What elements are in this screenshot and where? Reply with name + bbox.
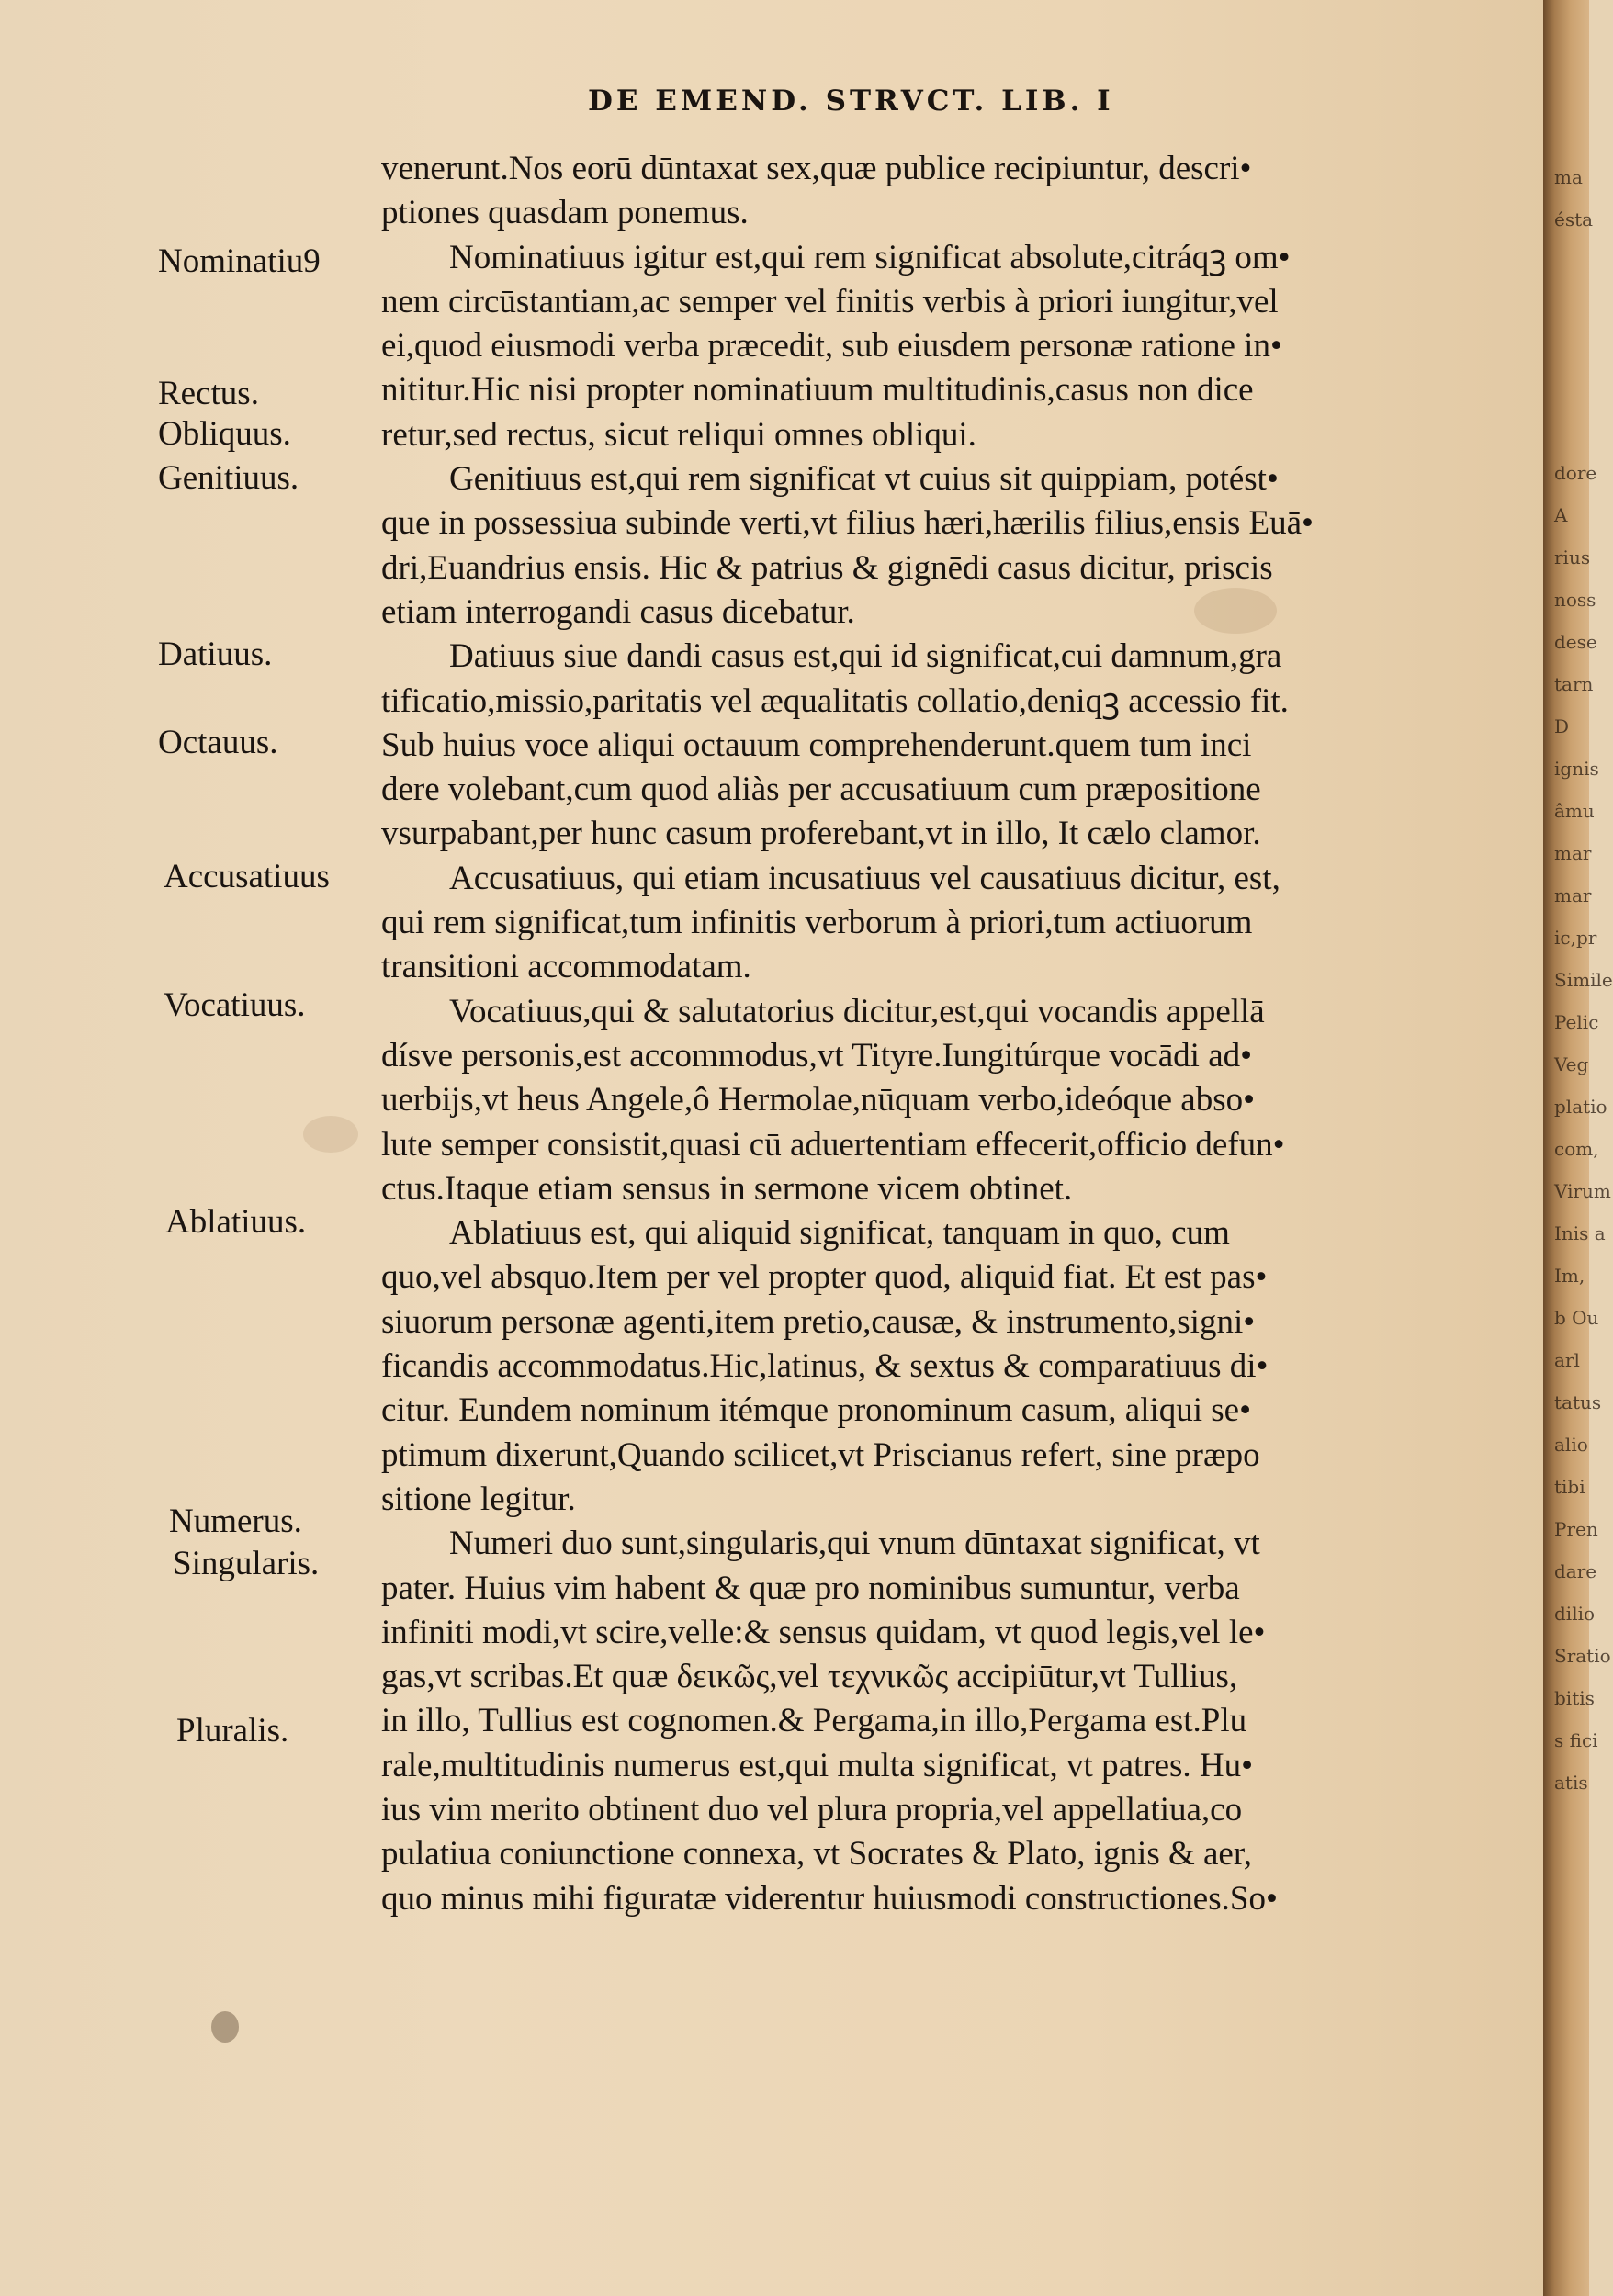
margin-note-datiuus: Datiuus.	[158, 636, 273, 673]
facing-page-fragment: ma	[1554, 166, 1583, 188]
text-line: Nominatiuus igitur est,qui rem significat absolute,citráqꝫ om•	[449, 238, 1291, 276]
facing-page-fragment: Inis a	[1554, 1222, 1606, 1244]
text-line: pulatiua coniunctione connexa, vt Socrates & Plato, ignis & aer,	[381, 1835, 1252, 1874]
text-line: tificatio,missio,paritatis vel æqualitatis collatio,deniqꝫ accessio fit.	[381, 681, 1289, 720]
facing-page-fragment	[1554, 241, 1589, 283]
text-line: quo minus mihi figuratæ viderentur huiusmodi constructiones.So•	[381, 1879, 1278, 1918]
running-head: DE EMEND. STRVCT. LIB. I	[588, 84, 1114, 118]
facing-page-fragment: dore	[1554, 462, 1597, 484]
text-line: ficandis accommodatus.Hic,latinus, & sextus & comparatiuus di•	[381, 1347, 1269, 1386]
text-line: dri,Euandrius ensis. Hic & patrius & gignēdi casus dicitur, priscis	[381, 548, 1273, 587]
margin-note-numerus: Numerus.	[169, 1503, 302, 1540]
facing-page-fragment: platio	[1554, 1096, 1607, 1118]
facing-page-fragment: Pelic	[1554, 1011, 1599, 1033]
facing-page-fragment	[1554, 410, 1589, 452]
facing-page-fragment: ignis	[1554, 758, 1599, 780]
text-line: citur. Eundem nominum itémque pronominum casum, aliqui se•	[381, 1391, 1252, 1430]
text-line: rale,multitudinis numerus est,qui multa significat, vt patres. Hu•	[381, 1746, 1254, 1784]
text-line: Ablatiuus est, qui aliquid significat, tanquam in quo, cum	[449, 1214, 1230, 1253]
facing-page-fragment	[1554, 325, 1589, 367]
facing-page-fragment: tibi	[1554, 1476, 1585, 1498]
facing-page-fragment: dare	[1554, 1560, 1597, 1582]
text-line: Datiuus siue dandi casus est,qui id significat,cui damnum,gra	[449, 637, 1282, 676]
text-line: Numeri duo sunt,singularis,qui vnum dūntaxat significat, vt	[449, 1525, 1260, 1563]
text-line: ptimum dixerunt,Quando scilicet,vt Priscianus refert, sine præpo	[381, 1435, 1260, 1474]
facing-page-fragment: dese	[1554, 631, 1597, 653]
margin-note-accusatiuus: Accusatiuus	[164, 858, 330, 895]
text-line: siuorum personæ agenti,item pretio,causæ, & instrumento,signi•	[381, 1302, 1256, 1341]
margin-note-ablatiuus: Ablatiuus.	[165, 1203, 307, 1241]
facing-page-fragment: Sratio	[1554, 1645, 1611, 1667]
facing-page-fragment: A	[1554, 504, 1568, 526]
text-line: Accusatiuus, qui etiam incusatiuus vel causatiuus dicitur, est,	[449, 859, 1280, 897]
facing-page-fragment: rius	[1554, 546, 1591, 568]
text-line: gas,vt scribas.Et quæ δεικῶς,vel τεχνικῶς accipiūtur,vt Tullius,	[381, 1658, 1238, 1696]
facing-page-fragment: ésta	[1554, 208, 1594, 231]
margin-note-rectus: Rectus.	[158, 375, 259, 412]
text-line: nititur.Hic nisi propter nominatiuum multitudinis,casus non dice	[381, 371, 1254, 410]
text-line: dísve personis,est accommodus,vt Tityre.Iungitúrque vocādi ad•	[381, 1036, 1253, 1075]
text-line: retur,sed rectus, sicut reliqui omnes obliqui.	[381, 415, 976, 454]
facing-page-fragment: âmu	[1554, 800, 1595, 822]
text-line: Vocatiuus,qui & salutatorius dicitur,est,qui vocandis appellā	[449, 992, 1265, 1030]
margin-note-genitiuus: Genitiuus.	[158, 459, 299, 497]
body-text	[381, 147, 1451, 1921]
text-line: Sub huius voce aliqui octauum comprehenderunt.quem tum inci	[381, 726, 1252, 764]
text-line: ctus.Itaque etiam sensus in sermone vicem obtinet.	[381, 1169, 1073, 1208]
facing-page-fragment: atis	[1554, 1772, 1588, 1794]
text-line: uerbijs,vt heus Angele,ô Hermolae,nūquam verbo,ideóque abso•	[381, 1081, 1256, 1120]
facing-page-fragment: arl	[1554, 1349, 1580, 1371]
facing-page-fragments	[1554, 156, 1613, 1804]
facing-page-fragment: mar	[1554, 884, 1592, 906]
facing-page-fragment: Veg	[1554, 1053, 1589, 1075]
text-line: ei,quod eiusmodi verba præcedit, sub eiusdem personæ ratione in•	[381, 327, 1282, 366]
facing-page-fragment	[1554, 367, 1589, 410]
text-line: vsurpabant,per hunc casum proferebant,vt in illo, It cælo clamor.	[381, 815, 1261, 853]
text-line: venerunt.Nos eorū dūntaxat sex,quæ publice recipiuntur, descri•	[381, 150, 1252, 187]
text-line: transitioni accommodatam.	[381, 948, 751, 986]
margin-note-octauus: Octauus.	[158, 724, 278, 761]
facing-page-fragment: bitis	[1554, 1687, 1595, 1709]
facing-page-fragment: com,	[1554, 1138, 1599, 1160]
facing-page-fragment	[1554, 283, 1589, 325]
facing-page-fragment: tatus	[1554, 1391, 1602, 1413]
text-line: infiniti modi,vt scire,velle:& sensus quidam, vt quod legis,vel le•	[381, 1613, 1266, 1651]
facing-page-fragment: s fici	[1554, 1729, 1598, 1751]
facing-page-fragment: noss	[1554, 589, 1596, 611]
facing-page-fragment: D	[1554, 715, 1570, 737]
text-line: ptiones quasdam ponemus.	[381, 194, 749, 232]
text-line: pater. Huius vim habent & quæ pro nominibus sumuntur, verba	[381, 1569, 1240, 1607]
facing-page-fragment: Virum	[1554, 1180, 1611, 1202]
text-line: etiam interrogandi casus dicebatur.	[381, 592, 855, 631]
facing-page-fragment: alio	[1554, 1434, 1588, 1456]
text-line: nem circūstantiam,ac semper vel finitis verbis à priori iungitur,vel	[381, 282, 1279, 321]
facing-page-fragment: Im,	[1554, 1265, 1585, 1287]
margin-note-nominatiuus: Nominatiu9	[158, 242, 321, 280]
facing-page-fragment: tarn	[1554, 673, 1594, 695]
facing-page-fragment: dilio	[1554, 1603, 1596, 1625]
ink-spot	[211, 2011, 239, 2043]
facing-page-fragment: Pren	[1554, 1518, 1598, 1540]
text-line: que in possessiua subinde verti,vt filius hæri,hærilis filius,ensis Euā•	[381, 504, 1314, 543]
facing-page-fragment: b Ou	[1554, 1307, 1599, 1329]
text-line: in illo, Tullius est cognomen.& Pergama,in illo,Pergama est.Plu	[381, 1702, 1247, 1740]
margin-note-singularis: Singularis.	[173, 1545, 320, 1582]
text-line: sitione legitur.	[381, 1480, 576, 1518]
facing-page-fragment: Simile	[1554, 969, 1613, 991]
text-line: ius vim merito obtinent duo vel plura propria,vel appellatiua,co	[381, 1790, 1243, 1829]
facing-page-fragment: ic,pr	[1554, 927, 1597, 949]
text-line: dere volebant,cum quod aliàs per accusatiuum cum præpositione	[381, 771, 1261, 809]
text-line: lute semper consistit,quasi cū aduertentiam effecerit,officio defun•	[381, 1125, 1285, 1164]
margin-note-pluralis: Pluralis.	[176, 1712, 289, 1750]
margin-note-vocatiuus: Vocatiuus.	[164, 986, 306, 1024]
text-line: qui rem significat,tum infinitis verborum à priori,tum actiuorum	[381, 904, 1253, 942]
text-line: quo,vel absquo.Item per vel propter quod, aliquid fiat. Et est pas•	[381, 1258, 1268, 1297]
margin-note-obliquus: Obliquus.	[158, 415, 291, 453]
stain-spot	[303, 1116, 358, 1153]
facing-page-fragment: mar	[1554, 842, 1592, 864]
text-line: Genitiuus est,qui rem significat vt cuius sit quippiam, potést•	[449, 460, 1279, 499]
